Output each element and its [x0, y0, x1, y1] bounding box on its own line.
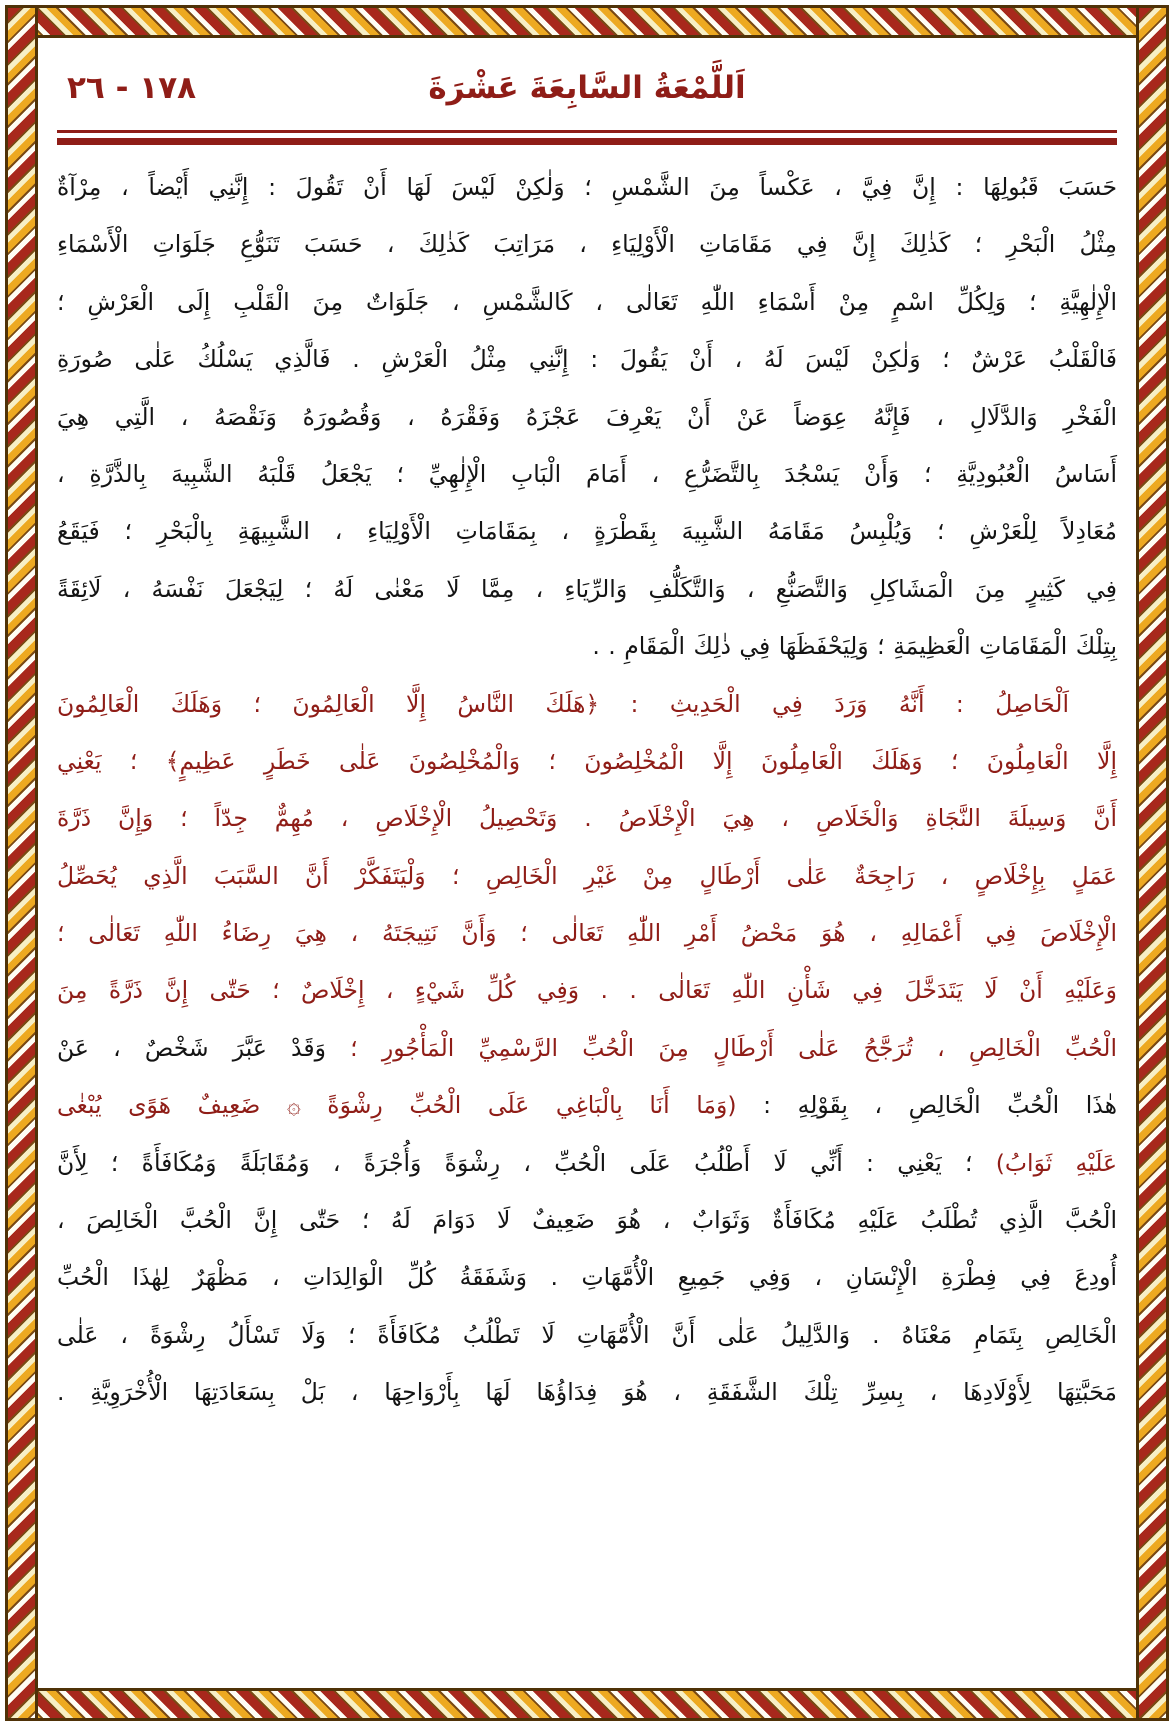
text-line — [57, 503, 1117, 560]
text-line — [57, 216, 1117, 273]
border-frame-right — [1136, 5, 1169, 1721]
border-frame-top — [5, 5, 1169, 38]
text-segment-black: أَسَاسُ الْعُبُودِيَّةِ ؛ وَأَنْ يَسْجُدَ بِالتَّضَرُّعِ ، أَمَامَ الْبَابِ الْإِلٰهِيِّ ؛ يَجْعَلُ قَلْبَهُ الشَّبِيهَ بِالذَّرَّةِ ، — [57, 459, 1117, 488]
text-line — [57, 274, 1117, 331]
text-segment-red: عَمَلٍ بِإِخْلَاصٍ ، رَاجِحَةٌ عَلٰى أَرْطَالٍ مِنْ غَيْرِ الْخَالِصِ ؛ وَلْيَتَفَكَّرْ أَنَّ السَّبَبَ الَّذِي يُحَصِّلُ — [57, 861, 1117, 890]
text-segment-black: مَحَبَّتِهَا لِأَوْلَادِهَا ، بِسِرِّ تِلْكَ الشَّفَقَةِ ، هُوَ فِدَاؤُهَا لَهَا بِأَرْوَاحِهَا ، بَلْ بِسَعَادَتِهَا الْأُخْرَوِيَّةِ . — [57, 1378, 1117, 1407]
text-segment-red: (وَمَا أَنَا بِالْبَاغِي عَلَى الْحُبِّ رِشْوَةً ۞ ضَعِيفٌ هَوًى يُبْغٰى — [57, 1091, 737, 1120]
text-segment-black: الْحُبَّ الَّذِي تُطْلَبُ عَلَيْهِ مُكَافَأَةٌ وَثَوَابٌ ، هُوَ ضَعِيفٌ لَا دَوَامَ لَهُ ؛ حَتّٰى إِنَّ الْحُبَّ الْخَالِصَ ، — [57, 1206, 1117, 1235]
text-segment-black: حَسَبَ قَبُولِهَا : إِنَّ فِيَّ ، عَكْساً مِنَ الشَّمْسِ ؛ وَلٰكِنْ لَيْسَ لَهَا أَنْ تَقُولَ : إِنَّنِي أَيْضاً ، مِرْآةٌ — [57, 173, 1117, 201]
text-line — [57, 1192, 1117, 1249]
border-frame-left — [5, 5, 38, 1721]
text-segment-black: مُعَادِلاً لِلْعَرْشِ ؛ وَيُلْبِسُ مَقَامَهُ الشَّبِيهَ بِقَطْرَةٍ ، بِمَقَامَاتِ الْأَوْلِيَاءِ ، الشَّبِيهَةِ بِالْبَحْرِ ؛ فَيَقَعُ — [57, 517, 1117, 546]
text-line — [57, 1020, 1117, 1077]
text-line — [57, 1135, 1117, 1192]
text-segment-red: الْحُبِّ الْخَالِصِ ، تُرَجَّحُ عَلٰى أَرْطَالٍ مِنَ الْحُبِّ الرَّسْمِيِّ الْمَأْجُورِ ؛ — [325, 1033, 1117, 1062]
text-line — [57, 962, 1117, 1019]
text-line — [57, 618, 1117, 675]
text-segment-black: فِي كَثِيرٍ مِنَ الْمَشَاكِلِ وَالتَّصَنُّعِ ، وَالتَّكَلُّفِ وَالرِّيَاءِ ، مِمَّا لَا مَعْنٰى لَهُ ؛ لِيَجْعَلَ نَفْسَهُ ، لَائِقَةً — [57, 574, 1117, 603]
text-segment-red: اَلْحَاصِلُ : أَنَّهُ وَرَدَ فِي الْحَدِيثِ : ﴿هَلَكَ النَّاسُ إِلَّا الْعَالِمُونَ ؛ وَهَلَكَ الْعَالِمُونَ — [57, 689, 1069, 718]
text-segment-black: ؛ يَعْنِي : أَنِّي لَا أَطْلُبُ عَلَى الْحُبِّ ، رِشْوَةً وَأُجْرَةً ، وَمُقَابَلَةً وَمُكَافَأَةً ؛ لِأَنَّ — [57, 1148, 973, 1177]
text-line — [57, 733, 1117, 790]
text-line — [57, 331, 1117, 388]
border-frame-bottom — [5, 1688, 1169, 1721]
text-line — [57, 1077, 1117, 1134]
text-line — [57, 790, 1117, 847]
text-line — [57, 905, 1117, 962]
page-header — [57, 62, 1117, 124]
page-content — [57, 62, 1117, 1666]
text-body — [57, 159, 1117, 1422]
text-line — [57, 446, 1117, 503]
text-segment-black: وَقَدْ عَبَّرَ شَخْصٌ ، عَنْ — [57, 1033, 326, 1062]
text-segment-black: هٰذَا الْحُبِّ الْخَالِصِ ، بِقَوْلِهِ : — [736, 1091, 1117, 1120]
text-segment-black: الْخَالِصِ بِتَمَامِ مَعْنَاهُ . وَالدَّلِيلُ عَلٰى أَنَّ الْأُمَّهَاتِ لَا تَطْلُبُ مُكَافَأَةً ؛ وَلَا تَسْأَلُ رِشْوَةً ، عَلٰى — [57, 1320, 1117, 1349]
text-line — [57, 561, 1117, 618]
text-segment-black: أُودِعَ فِي فِطْرَةِ الْإِنْسَانِ ، وَفِي جَمِيعِ الْأُمَّهَاتِ . وَشَفَقَةُ كُلِّ الْوَالِدَاتِ ، مَظْهَرٌ لِهٰذَا الْحُبِّ — [57, 1263, 1117, 1292]
text-line — [57, 159, 1117, 216]
text-segment-red: الْإِخْلَاصَ فِي أَعْمَالِهِ ، هُوَ مَحْضُ أَمْرِ اللّٰهِ تَعَالٰى ؛ وَأَنَّ نَتِيجَتَهُ ، هِيَ رِضَاءُ اللّٰهِ تَعَالٰى ؛ — [57, 919, 1117, 948]
text-segment-black: فَالْقَلْبُ عَرْشٌ ؛ وَلٰكِنْ لَيْسَ لَهُ ، أَنْ يَقُولَ : إِنَّنِي مِثْلُ الْعَرْشِ . فَالَّذِي يَسْلُكُ عَلٰى صُورَةِ — [57, 345, 1117, 374]
page-title: اَللَّمْعَةُ السَّابِعَةَ عَشْرَةَ — [428, 70, 746, 106]
text-segment-black: مِثْلُ الْبَحْرِ ؛ كَذٰلِكَ إِنَّ فِي مَقَامَاتِ الْأَوْلِيَاءِ ، مَرَاتِبَ كَذٰلِكَ ، حَسَبَ تَنَوُّعِ جَلَوَاتِ الْأَسْمَاءِ — [57, 230, 1117, 259]
text-line — [57, 848, 1117, 905]
page-number: ١٧٨ - ٢٦ — [67, 70, 197, 106]
text-line — [57, 389, 1117, 446]
text-line — [57, 676, 1117, 733]
text-segment-red: عَلَيْهِ ثَوَابُ) — [972, 1148, 1117, 1177]
text-segment-red: إِلَّا الْعَامِلُونَ ؛ وَهَلَكَ الْعَامِلُونَ إِلَّا الْمُخْلِصُونَ ؛ وَالْمُخْلِصُونَ عَلٰى خَطَرٍ عَظِيمٍ﴾ ؛ يَعْنِي — [57, 746, 1117, 775]
text-segment-black: بِتِلْكَ الْمَقَامَاتِ الْعَظِيمَةِ ؛ وَلِيَحْفَظَهَا فِي ذٰلِكَ الْمَقَامِ . . — [592, 632, 1117, 661]
text-segment-red: أَنَّ وَسِيلَةَ النَّجَاةِ وَالْخَلَاصِ ، هِيَ الْإِخْلَاصُ . وَتَحْصِيلُ الْإِخْلَاصِ ، مُهِمٌّ جِدّاً ؛ وَإِنَّ ذَرَّةَ — [57, 804, 1117, 833]
text-segment-black: الْفَخْرِ وَالدَّلَالِ ، فَإِنَّهُ عِوَضاً عَنْ أَنْ يَعْرِفَ عَجْزَهُ وَفَقْرَهُ ، وَقُصُورَهُ وَنَقْصَهُ ، الَّتِي هِيَ — [57, 402, 1117, 431]
text-segment-red: وَعَلَيْهِ أَنْ لَا يَتَدَخَّلَ فِي شَأْنِ اللّٰهِ تَعَالٰى . . وَفِي كُلِّ شَيْءٍ ، إِخْلَاصٌ ؛ حَتّٰى إِنَّ ذَرَّةً مِنَ — [57, 976, 1117, 1005]
text-line — [57, 1364, 1117, 1421]
text-line — [57, 1307, 1117, 1364]
header-rule-thick — [57, 138, 1117, 145]
text-line — [57, 1249, 1117, 1306]
text-segment-black: الْإِلٰهِيَّةِ ؛ وَلِكُلِّ اسْمٍ مِنْ أَسْمَاءِ اللّٰهِ تَعَالٰى ، كَالشَّمْسِ ، جَلَوَاتٌ مِنَ الْقَلْبِ إِلَى الْعَرْشِ ؛ — [57, 287, 1117, 316]
